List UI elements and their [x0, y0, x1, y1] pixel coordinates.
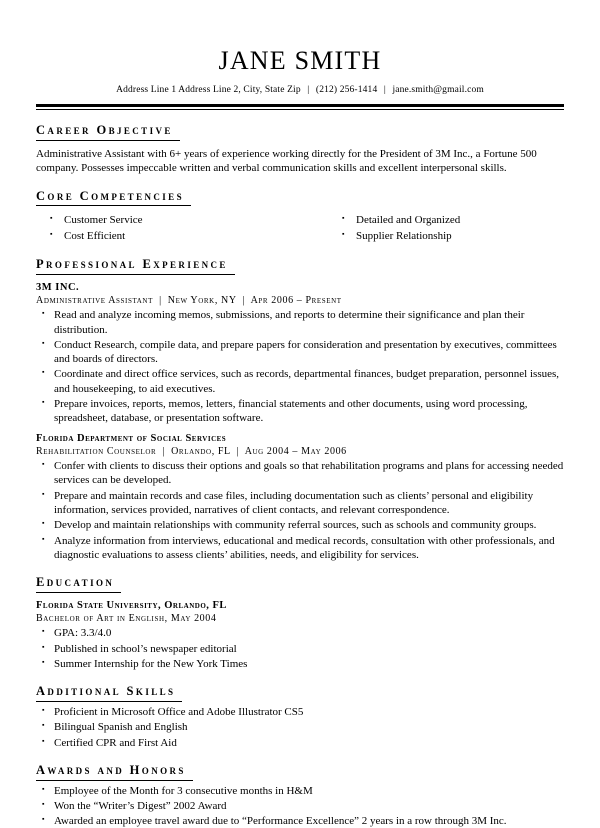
experience-role-line	[36, 445, 564, 458]
experience-bullet-list	[36, 308, 564, 425]
list-item: ▪ Confer with clients to discuss their options and goals so that rehabilitation programs and plans for accessing needed services can be developed.	[36, 459, 564, 488]
experience-entry	[36, 433, 564, 563]
section-career-objective	[36, 121, 564, 176]
additional-skills-list	[36, 705, 564, 750]
experience-organization: 3M INC.	[36, 282, 564, 295]
education-degree: Bachelor of Art in English, May 2004	[36, 612, 564, 625]
awards-list	[36, 784, 564, 828]
contact-address: Address Line 1 Address Line 2, City, State Zip	[116, 85, 301, 95]
section-core-competencies	[36, 187, 564, 244]
list-item: ▪ Coordinate and direct office services, such as records, departmental finances, budget preparation, personnel issues, and housekeeping, to aid executives.	[36, 367, 564, 396]
list-item: ▪ Employee of the Month for 3 consecutive months in H&M	[36, 784, 564, 798]
experience-location: New York, NY	[168, 295, 237, 306]
role-separator-2: |	[234, 445, 243, 458]
list-item: ▪ Supplier Relationship	[328, 229, 564, 243]
core-competencies-list-right	[328, 213, 564, 243]
list-item: ▪ Develop and maintain relationships with community referral sources, such as schools and community groups.	[36, 518, 564, 532]
section-title-awards-and-honors: Awards and Honors	[36, 763, 193, 781]
list-item: ▪ Customer Service	[36, 213, 300, 227]
section-title-core-competencies: Core Competencies	[36, 189, 191, 207]
experience-job-title: Rehabilitation Counselor	[36, 446, 156, 457]
header-divider	[36, 104, 564, 110]
list-item: ▪ Bilingual Spanish and English	[36, 720, 564, 734]
role-separator-2: |	[239, 294, 248, 307]
core-competencies-column-left	[36, 210, 300, 244]
experience-entry	[36, 282, 564, 426]
section-education	[36, 573, 564, 671]
list-item: ▪ Prepare and maintain records and case files, including documentation such as clients’ personal and eligibility information, services provided, narratives of client contacts, and relevant correspondence.	[36, 489, 564, 518]
list-item: ▪ Analyze information from interviews, educational and medical records, consultation with other professionals, and diagnostic evaluations to assess clients’ abilities, needs, and eligibility for services.	[36, 534, 564, 563]
list-item: ▪ GPA: 3.3/4.0	[36, 626, 564, 640]
contact-separator-2: |	[380, 85, 390, 95]
list-item: ▪ Awarded an employee travel award due to “Performance Excellence” 2 years in a row through 3M Inc.	[36, 814, 564, 828]
core-competencies-columns	[36, 210, 564, 244]
section-title-professional-experience: Professional Experience	[36, 257, 235, 275]
list-item: ▪ Proficient in Microsoft Office and Adobe Illustrator CS5	[36, 705, 564, 719]
section-professional-experience	[36, 255, 564, 562]
contact-phone: (212) 256-1414	[316, 85, 377, 95]
candidate-name: JANE SMITH	[36, 46, 564, 76]
list-item: ▪ Summer Internship for the New York Times	[36, 657, 564, 671]
list-item: ▪ Conduct Research, compile data, and prepare papers for consideration and presentation by executives, committees and boards of directors.	[36, 338, 564, 367]
experience-role-line	[36, 294, 564, 307]
experience-job-title: Administrative Assistant	[36, 295, 153, 306]
education-bullet-list	[36, 626, 564, 671]
core-competencies-list-left	[36, 213, 300, 243]
list-item: ▪ Detailed and Organized	[328, 213, 564, 227]
experience-dates: Apr 2006 – Present	[251, 295, 342, 306]
section-title-additional-skills: Additional Skills	[36, 684, 182, 702]
career-objective-text: Administrative Assistant with 6+ years of experience working directly for the President of 3M Inc., a Fortune 500 company. Possesses impeccable written and verbal communication skills and excellent interpersonal skills.	[36, 147, 564, 176]
experience-dates: Aug 2004 – May 2006	[245, 446, 347, 457]
resume-header	[36, 46, 564, 110]
education-school: Florida State University, Orlando, FL	[36, 600, 564, 613]
experience-bullet-list	[36, 459, 564, 562]
list-item: ▪ Won the “Writer’s Digest” 2002 Award	[36, 799, 564, 813]
section-awards-and-honors	[36, 761, 564, 828]
contact-email: jane.smith@gmail.com	[392, 85, 483, 95]
core-competencies-column-right	[300, 210, 564, 244]
experience-location: Orlando, FL	[171, 446, 230, 457]
list-item: ▪ Published in school’s newspaper editorial	[36, 642, 564, 656]
role-separator-1: |	[156, 294, 165, 307]
contact-line	[36, 85, 564, 95]
education-entry	[36, 600, 564, 671]
section-additional-skills	[36, 682, 564, 750]
list-item: ▪ Prepare invoices, reports, memos, letters, financial statements and other documents, using word processing, spreadsheet, database, or presentation software.	[36, 397, 564, 426]
experience-organization: Florida Department of Social Services	[36, 433, 564, 446]
role-separator-1: |	[159, 445, 168, 458]
contact-separator-1: |	[303, 85, 313, 95]
list-item: ▪ Cost Efficient	[36, 229, 300, 243]
list-item: ▪ Certified CPR and First Aid	[36, 736, 564, 750]
section-title-education: Education	[36, 575, 121, 593]
list-item: ▪ Read and analyze incoming memos, submissions, and reports to determine their significance and plan their distribution.	[36, 308, 564, 337]
section-title-career-objective: Career Objective	[36, 123, 180, 141]
